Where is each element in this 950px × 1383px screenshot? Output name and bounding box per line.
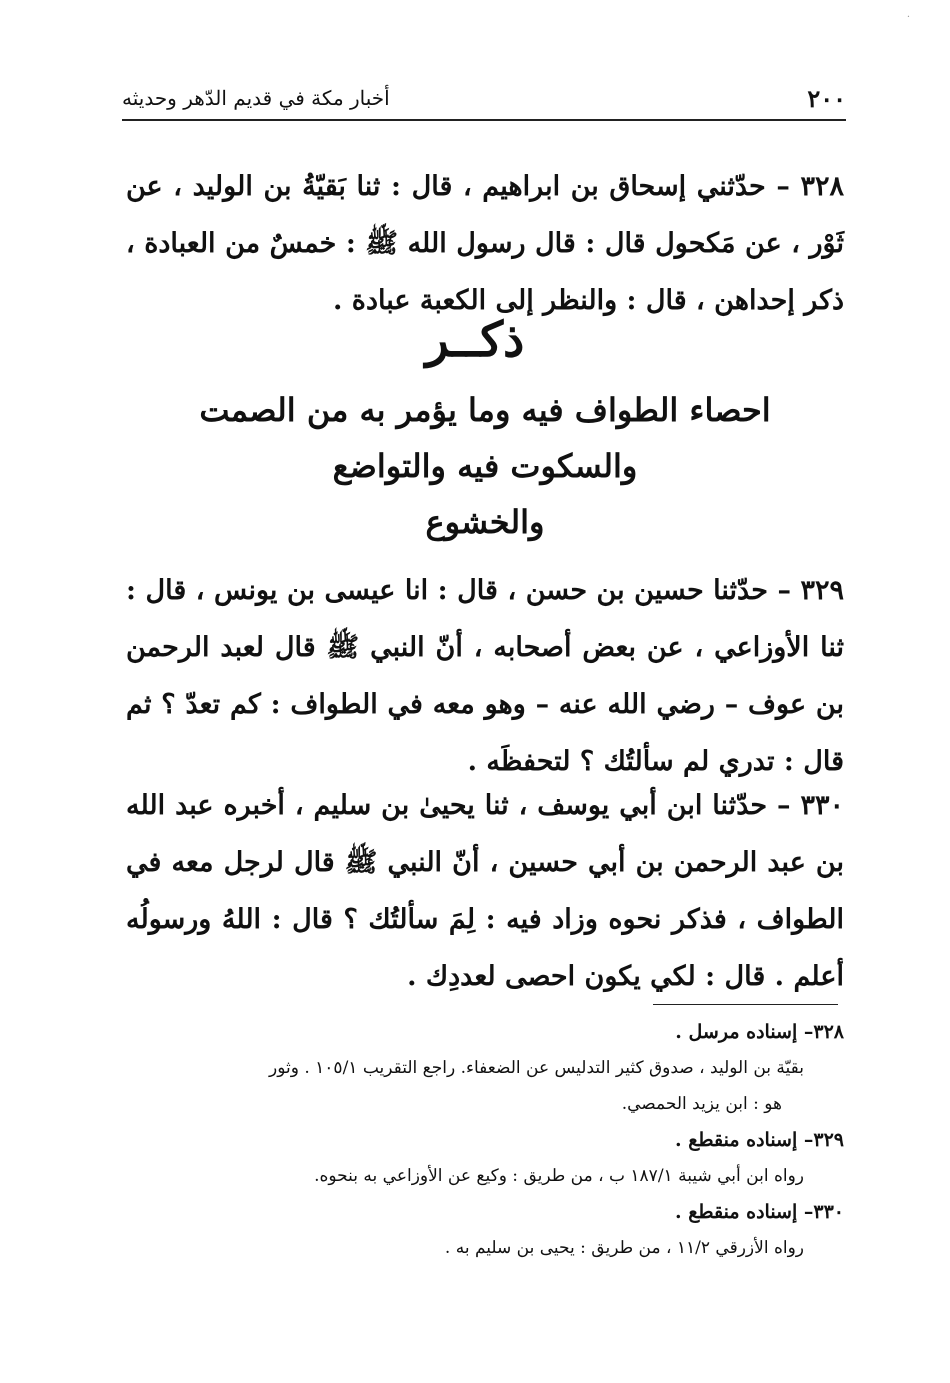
section-title-line-1: احصاء الطواف فيه وما يؤمر به من الصمت: [199, 391, 771, 429]
footnote-328-line-1: بقيّة بن الوليد ، صدوق كثير التدليس عن الضعفاء. راجع التقريب ١٠٥/١ . وثور: [269, 1058, 804, 1078]
page-header: [122, 82, 846, 116]
hadith-paragraph-328: ٣٢٨ – حدّثني إسحاق بن ابراهيم ، قال : ثنا بَقيّةُ بن الوليد ، عن ثَوْر ، عن مَكحول قال : قال رسول الله ﷺ : خمسٌ من العبادة ، ذكر إحداهن ، قال : والنظر إلى الكعبة عبادة .: [126, 171, 844, 316]
footnotes: [122, 1014, 844, 1266]
hadith-paragraph-330: ٣٣٠ – حدّثنا ابن أبي يوسف ، ثنا يحيىٰ بن سليم ، أخبره عبد الله بن عبد الرحمن بن أبي حسين ، أنّ النبي ﷺ قال لرجل معه في الطواف ، فذكر نحوه وزاد فيه : لِمَ سألتُك ؟ قال : اللهُ ورسولُه أعلم . قال : لكي يكون احصى لعددِك .: [126, 790, 844, 992]
footnote-328-line-2: هو : ابن يزيد الحمصي.: [621, 1094, 782, 1114]
section-title: [120, 382, 850, 550]
footnote-329-heading: ٣٢٩– إسناده منقطع .: [675, 1129, 844, 1151]
hadith-paragraph-329: ٣٢٩ – حدّثنا حسين بن حسن ، قال : انا عيسى بن يونس ، قال : ثنا الأوزاعي ، عن بعض أصحابه ، أنّ النبي ﷺ قال لعبد الرحمن بن عوف – رضي الله عنه – وهو معه في الطواف : كم تعدّ ؟ ثم قال : تدري لم سألتُك ؟ لتحفظَه .: [126, 575, 844, 777]
section-heading-word: ذكــر: [425, 312, 525, 368]
footnote-328-heading: ٣٢٨– إسناده مرسل .: [675, 1021, 844, 1043]
header-rule: [122, 119, 846, 121]
footnote-330-heading: ٣٣٠– إسناده منقطع .: [675, 1201, 844, 1223]
footnote-329-line-1: رواه ابن أبي شيبة ١٨٧/١ ب ، من طريق : وكيع عن الأوزاعي به بنحوه.: [314, 1166, 804, 1186]
scan-mark: ·: [906, 12, 910, 23]
footnote-330-line-1: رواه الأزرقي ١١/٢ ، من طريق : يحيى بن سليم به .: [444, 1238, 804, 1258]
section-title-line-2: والسكوت فيه والتواضع: [332, 447, 638, 485]
footnote-rule: [653, 1004, 838, 1005]
section-title-line-3: والخشوع: [425, 503, 545, 541]
running-title: أخبار مكة في قديم الدّهر وحديثه: [122, 86, 390, 110]
page-number: ٢٠٠: [807, 84, 846, 113]
